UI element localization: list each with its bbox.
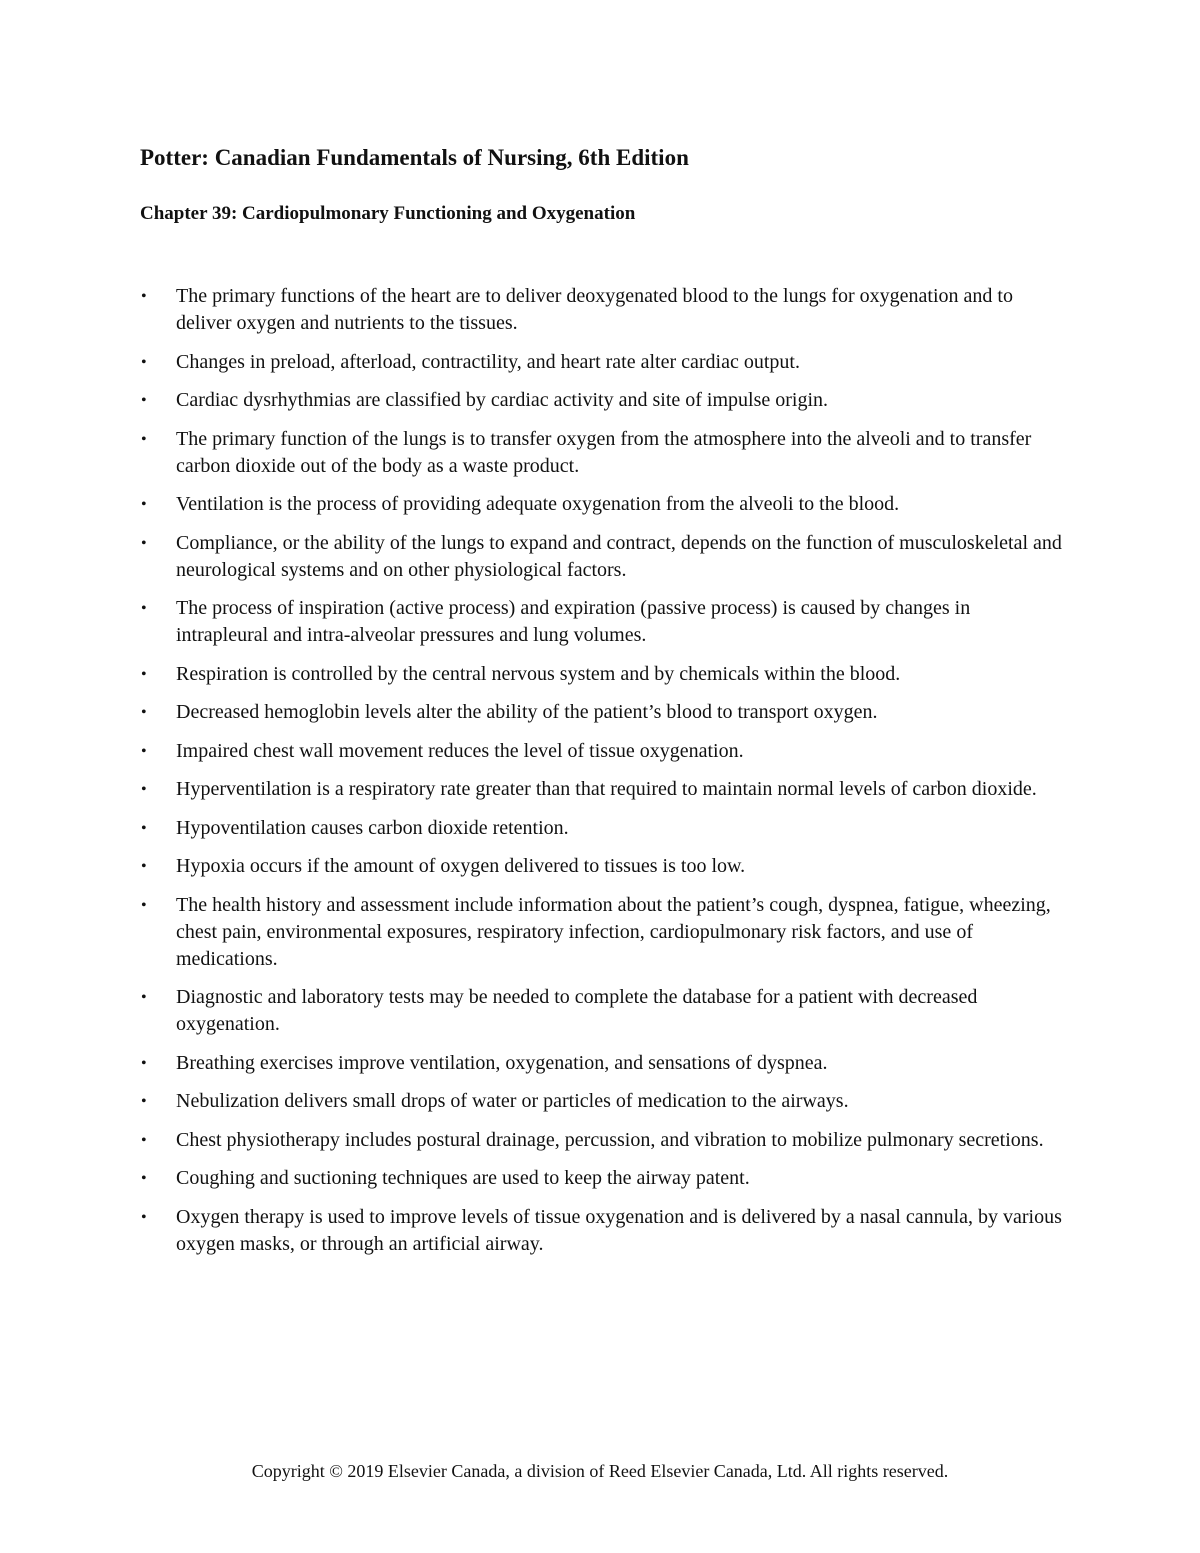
- list-item: [0, 853, 1066, 880]
- list-item: [0, 1127, 1066, 1154]
- summary-bullet-list: [0, 283, 1200, 1269]
- bullet-icon: •: [141, 288, 147, 305]
- bullet-icon: •: [141, 819, 147, 837]
- list-item: [0, 984, 1066, 1038]
- list-item: [0, 491, 1066, 518]
- bullet-text: Nebulization delivers small drops of water or particles of medication to the airways.: [176, 1090, 849, 1112]
- bullet-text: Compliance, or the ability of the lungs to expand and contract, depends on the function of musculoskeletal and neurological systems and on other physiological factors.: [176, 531, 1062, 581]
- bullet-icon: •: [141, 496, 147, 513]
- chapter-title: Chapter 39: Cardiopulmonary Functioning and Oxygenation: [140, 203, 636, 224]
- bullet-icon: •: [141, 353, 147, 371]
- bullet-text: Ventilation is the process of providing adequate oxygenation from the alveoli to the blood.: [176, 493, 900, 515]
- list-item: [0, 595, 1066, 649]
- bullet-icon: •: [141, 392, 147, 409]
- bullet-text: The process of inspiration (active process) and expiration (passive process) is caused by changes in intrapleural and intra-alveolar pressures and lung volumes.: [176, 597, 971, 646]
- bullet-text: The primary functions of the heart are to deliver deoxygenated blood to the lungs for oxygenation and to deliver oxygen and nutrients to the tissues.: [176, 285, 1013, 334]
- list-item: [0, 815, 1066, 842]
- list-item: [0, 699, 1066, 726]
- bullet-icon: •: [141, 1093, 147, 1110]
- bullet-icon: •: [141, 1054, 147, 1072]
- bullet-icon: •: [141, 1208, 147, 1226]
- list-item: [0, 1088, 1066, 1115]
- bullet-text: The health history and assessment include information about the patient’s cough, dyspnea, fatigue, wheezing, chest pain, environmental exposures, respiratory infection, cardiopulmonary risk factors, and use of medications.: [176, 893, 1051, 970]
- list-item: [0, 661, 1066, 688]
- list-item: [0, 530, 1066, 584]
- bullet-icon: •: [141, 430, 147, 448]
- bullet-icon: •: [141, 704, 147, 721]
- bullet-icon: •: [141, 858, 147, 875]
- bullet-text: Breathing exercises improve ventilation, oxygenation, and sensations of dyspnea.: [176, 1051, 828, 1074]
- copyright-footer: Copyright © 2019 Elsevier Canada, a division of Reed Elsevier Canada, Ltd. All rights reserved.: [251, 1461, 949, 1481]
- bullet-icon: •: [141, 1170, 147, 1187]
- bullet-icon: •: [141, 896, 147, 914]
- bullet-text: Hypoventilation causes carbon dioxide retention.: [176, 816, 569, 839]
- bullet-text: The primary function of the lungs is to transfer oxygen from the atmosphere into the alveoli and to transfer carbon dioxide out of the body as a waste product.: [176, 427, 1032, 477]
- bullet-text: Oxygen therapy is used to improve levels of tissue oxygenation and is delivered by a nasal cannula, by various oxygen masks, or through an artificial airway.: [176, 1205, 1062, 1255]
- bullet-text: Decreased hemoglobin levels alter the ability of the patient’s blood to transport oxygen.: [176, 701, 878, 723]
- list-item: [0, 892, 1066, 973]
- bullet-text: Respiration is controlled by the central nervous system and by chemicals within the blood.: [176, 662, 901, 685]
- bullet-text: Hyperventilation is a respiratory rate greater than that required to maintain normal levels of carbon dioxide.: [176, 778, 1037, 800]
- bullet-icon: •: [141, 665, 147, 683]
- bullet-icon: •: [141, 1131, 147, 1149]
- bullet-text: Impaired chest wall movement reduces the level of tissue oxygenation.: [176, 739, 744, 762]
- bullet-text: Cardiac dysrhythmias are classified by cardiac activity and site of impulse origin.: [176, 389, 829, 411]
- book-title: Potter: Canadian Fundamentals of Nursing, 6th Edition: [140, 145, 689, 170]
- bullet-text: Diagnostic and laboratory tests may be needed to complete the database for a patient with decreased oxygenation.: [176, 986, 978, 1035]
- list-item: [0, 738, 1066, 765]
- bullet-icon: •: [141, 534, 147, 552]
- bullet-icon: •: [141, 600, 147, 617]
- list-item: [0, 426, 1066, 480]
- list-item: [0, 1165, 1066, 1192]
- bullet-text: Coughing and suctioning techniques are used to keep the airway patent.: [176, 1167, 750, 1189]
- list-item: [0, 1050, 1066, 1077]
- bullet-text: Hypoxia occurs if the amount of oxygen delivered to tissues is too low.: [176, 855, 746, 877]
- list-item: [0, 349, 1066, 376]
- bullet-icon: •: [141, 781, 147, 798]
- list-item: [0, 283, 1066, 337]
- list-item: [0, 776, 1066, 803]
- list-item: [0, 1204, 1066, 1258]
- bullet-icon: •: [141, 989, 147, 1006]
- bullet-text: Chest physiotherapy includes postural drainage, percussion, and vibration to mobilize pulmonary secretions.: [176, 1128, 1044, 1151]
- bullet-text: Changes in preload, afterload, contractility, and heart rate alter cardiac output.: [176, 350, 800, 373]
- list-item: [0, 387, 1066, 414]
- bullet-icon: •: [141, 742, 147, 760]
